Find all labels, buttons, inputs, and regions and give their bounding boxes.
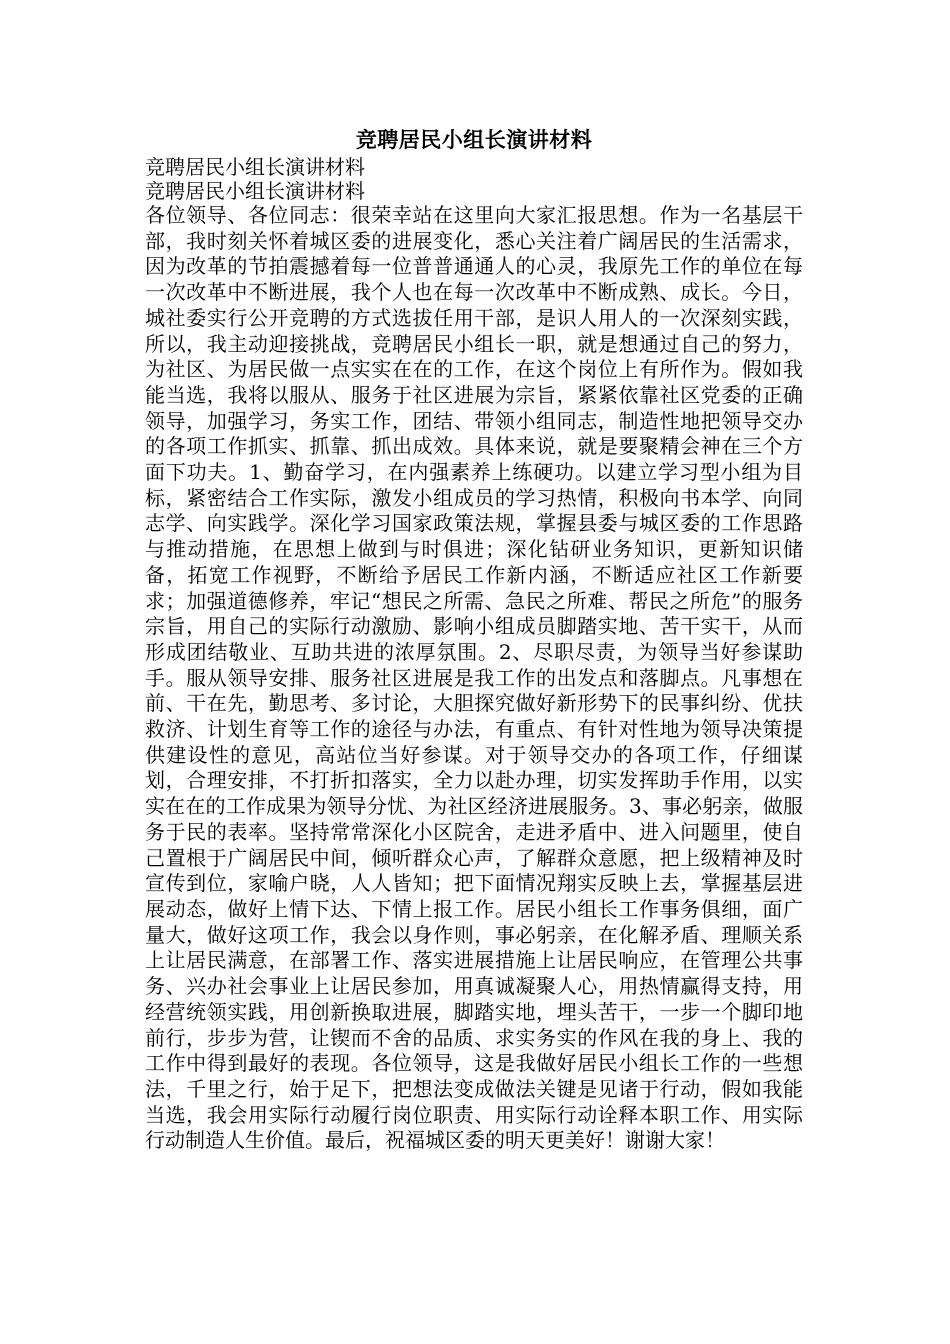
document-title: 竞聘居民小组长演讲材料 <box>355 127 593 152</box>
document-subtitle-2: 竞聘居民小组长演讲材料 <box>145 179 365 203</box>
document-subtitle-1: 竞聘居民小组长演讲材料 <box>145 155 365 179</box>
document-body: 各位领导、各位同志：很荣幸站在这里向大家汇报思想。作为一名基层干部，我时刻关怀着城区委的进展变化，悉心关注着广阔居民的生活需求，因为改革的节拍震撼着每一位普普通通人的心灵，我原先工作的单位在每一次改革中不断进展，我个人也在每一次改革中不断成熟、成长。今日，城社委实行公开竞聘的方式选拔任用干部，是识人用人的一次深刻实践，所以，我主动迎接挑战，竞聘居民小组长一职，就是想通过自己的努力，为社区、为居民做一点实实在在的工作，在这个岗位上有所作为。假如我能当选，我将以服从、服务于社区进展为宗旨，紧紧依靠社区党委的正确领导，加强学习，务实工作，团结、带领小组同志，制造性地把领导交办的各项工作抓实、抓靠、抓出成效。具体来说，就是要聚精会神在三个方面下功夫。1、勤奋学习，在内强素养上练硬功。以建立学习型小组为目标，紧密结合工作实际，激发小组成员的学习热情，积极向书本学、向同志学、向实践学。深化学习国家政策法规，掌握县委与城区委的工作思路与推动措施，在思想上做到与时俱进；深化钻研业务知识，更新知识储备，拓宽工作视野，不断给予居民工作新内涵，不断适应社区工作新要求；加强道德修养，牢记“想民之所需、急民之所难、帮民之所危”的服务宗旨，用自己的实际行动激励、影响小组成员脚踏实地、苦干实干，从而形成团结敬业、互助共进的浓厚氛围。2、尽职尽责，为领导当好参谋助手。服从领导安排、服务社区进展是我工作的出发点和落脚点。凡事想在前、干在先，勤思考、多讨论，大胆探究做好新形势下的民事纠纷、优扶救济、计划生育等工作的途径与办法，有重点、有针对性地为领导决策提供建设性的意见，高站位当好参谋。对于领导交办的各项工作，仔细谋划，合理安排，不打折扣落实，全力以赴办理，切实发挥助手作用，以实实在在的工作成果为领导分忧、为社区经济进展服务。3、事必躬亲，做服务于民的表率。坚持常常深化小区院舍，走进矛盾中、进入问题里，使自己置根于广阔居民中间，倾听群众心声，了解群众意愿，把上级精神及时宣传到位，家喻户晓，人人皆知；把下面情况翔实反映上去，掌握基层进展动态，做好上情下达、下情上报工作。居民小组长工作事务俱细，面广量大，做好这项工作，我会以身作则，事必躬亲，在化解矛盾、理顺关系上让居民满意，在部署工作、落实进展措施上让居民响应，在管理公共事务、兴办社会事业上让居民参加，用真诚凝聚人心，用热情赢得支持，用经营统领实践，用创新换取进展，脚踏实地，埋头苦干，一步一个脚印地前行，步步为营，让锲而不舍的品质、求实务实的作风在我的身上、我的工作中得到最好的表现。各位领导，这是我做好居民小组长工作的一些想法，千里之行，始于足下，把想法变成做法关键是见诸于行动，假如我能当选，我会用实际行动履行岗位职责、用实际行动诠释本职工作、用实际行动制造人生价值。最后，祝福城区委的明天更美好！谢谢大家！ <box>145 203 803 1153</box>
document-page <box>145 126 803 1154</box>
